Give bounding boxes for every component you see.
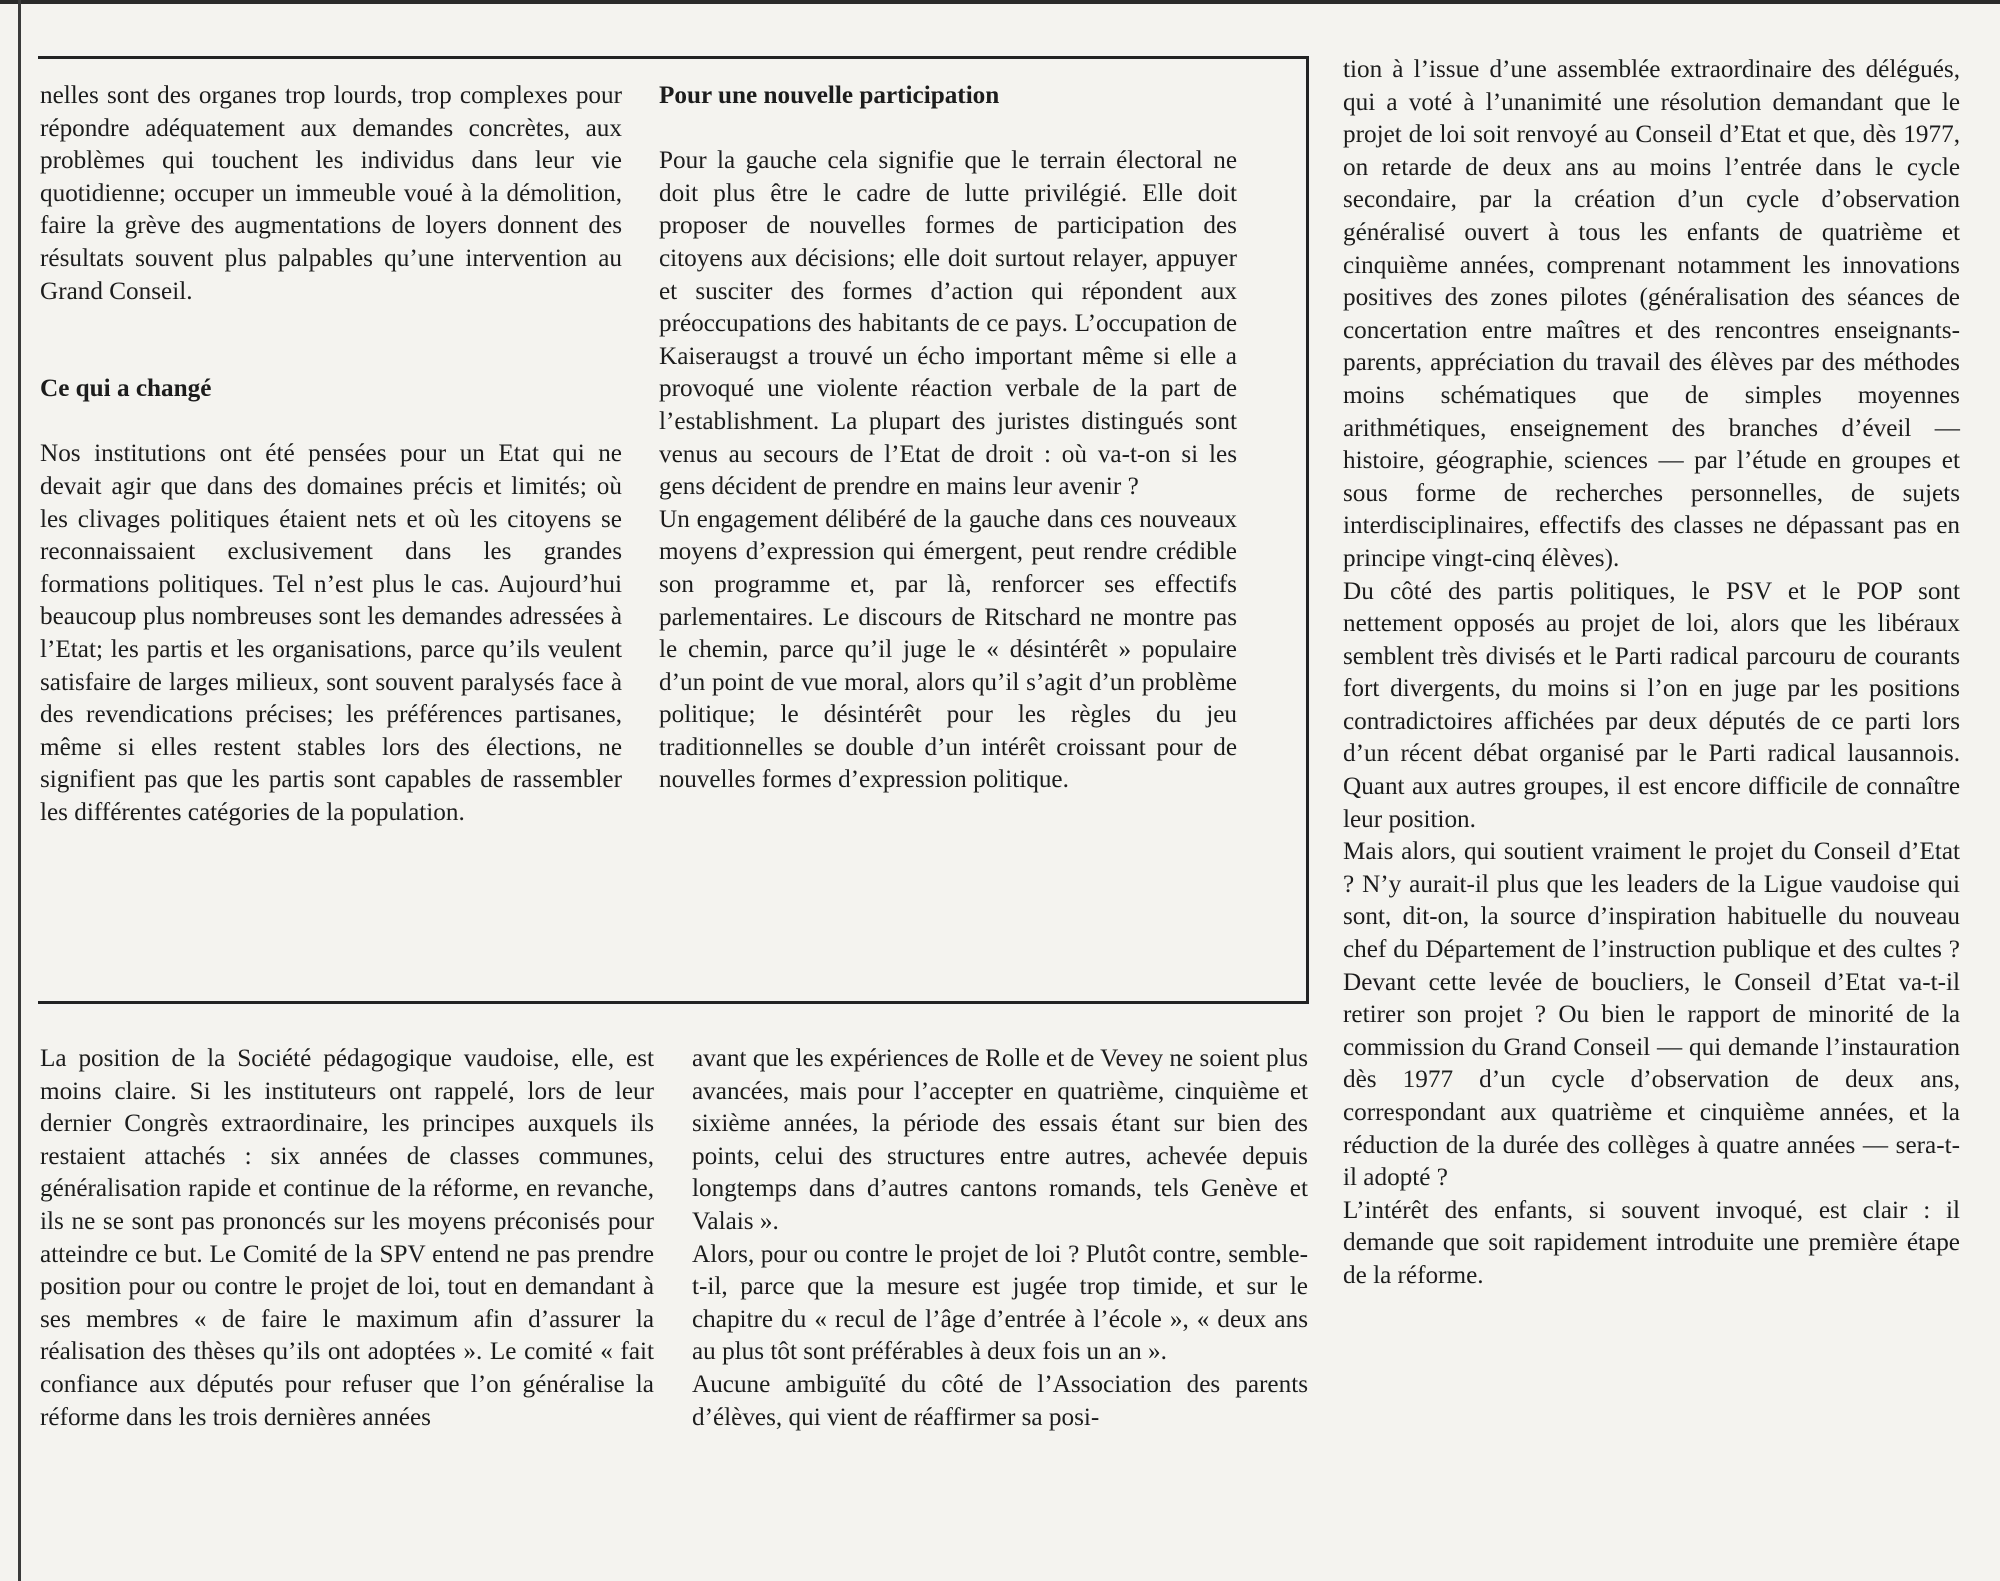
bottom-left-paragraph-1: La position de la Société pédagogique vaudoise, elle, est moins claire. Si les instituteurs ont rappelé, lors de leur dernier Congrès extraordinaire, les principes auxquels ils restaient attachés : six années de classes communes, généralisation rapide et continue de la réforme, en revanche, ils ne se sont pas prononcés sur les moyens préconisés pour atteindre ce but. Le Comité de la SPV entend ne pas prendre position pour ou contre le projet de loi, tout en demandant à ses membres « de faire le maximum afin d’assurer la réalisation des thèses qu’ils ont adoptées ». Le comité « fait confiance aux députés pour refuser que l’on généralise la réforme dans les trois dernières années bbox=[40, 1045, 654, 1431]
box-left-column bbox=[40, 80, 622, 829]
page-top-rule bbox=[0, 0, 2000, 4]
box-right-paragraph-1: Pour la gauche cela signifie que le terrain électoral ne doit plus être le cadre de lutte privilégié. Elle doit proposer de nouvelles formes de participation des citoyens aux décisions; elle doit surtout relayer, appuyer et susciter des formes d’action qui répondent aux préoccupations des habitants de ce pays. L’occupation de Kaiseraugst a trouvé un écho important même si elle a provoqué une violente réaction verbale de la part de l’establishment. La plupart des juristes distingués sont venus au secours de l’Etat de droit : où va-t-on si les gens décident de prendre en mains leur avenir ? bbox=[659, 147, 1237, 501]
box-right-paragraph-2: Un engagement délibéré de la gauche dans ces nouveaux moyens d’expression qui émergent, peut rendre crédible son programme et, par là, renforcer ses effectifs parlementaires. Le discours de Ritschard ne montre pas le chemin, parce qu’il juge le « désintérêt » populaire d’un point de vue moral, alors qu’il s’agit d’un problème politique; le désintérêt pour les règles du jeu traditionnelles se double d’un intérêt croissant pour de nouvelles formes d’expression politique. bbox=[659, 505, 1237, 794]
page-left-rule bbox=[18, 0, 21, 1581]
box-left-paragraph-2: Nos institutions ont été pensées pour un Etat qui ne devait agir que dans des domaines précis et limités; où les clivages politiques étaient nets et où les citoyens se reconnaissaient exclusivement dans les grandes formations politiques. Tel n’est plus le cas. Aujourd’hui beaucoup plus nombreuses sont les demandes adressées à l’Etat; les partis et les organisations, parce qu’ils veulent satisfaire de larges milieux, sont souvent paralysés face à des revendications précises; les préférences partisanes, même si elles restent stables lors des élections, ne signifient pas que les partis sont capables de rassembler les différentes catégories de la population. bbox=[40, 440, 622, 826]
box-left-paragraph-1: nelles sont des organes trop lourds, trop complexes pour répondre adéquatement aux demandes concrètes, aux problèmes qui touchent les individus dans leur vie quotidienne; occuper un immeuble voué à la démolition, faire la grève des augmentations de loyers donnent des résultats souvent plus palpables qu’une intervention au Grand Conseil. bbox=[40, 82, 622, 305]
right-paragraph-1: tion à l’issue d’une assemblée extraordinaire des délégués, qui a voté à l’unanimité une résolution demandant que le projet de loi soit renvoyé au Conseil d’Etat et que, dès 1977, on retarde de deux ans au moins l’entrée dans le cycle secondaire, par la création d’un cycle d’observation généralisé ouvert à tous les enfants de quatrième et cinquième années, comprenant notamment les innovations positives des zones pilotes (généralisation des séances de concertation entre maîtres et des rencontres enseignants-parents, appréciation du travail des élèves par des méthodes moins schématiques que de simples moyennes arithmétiques, enseignement des branches d’éveil — histoire, géographie, sciences — par l’étude en groupes et sous forme de recherches personnelles, de sujets interdisciplinaires, effectifs des classes ne dépassant pas en principe vingt-cinq élèves). bbox=[1343, 56, 1960, 572]
section-heading-ce-qui-a-change: Ce qui a changé bbox=[40, 375, 212, 403]
bottom-middle-paragraph-3: Aucune ambiguïté du côté de l’Association des parents d’élèves, qui vient de réaffirmer sa posi- bbox=[692, 1370, 1308, 1431]
bottom-left-column bbox=[40, 1043, 654, 1434]
section-heading-nouvelle-participation: Pour une nouvelle participation bbox=[659, 82, 1000, 109]
right-paragraph-3: Mais alors, qui soutient vraiment le projet du Conseil d’Etat ? N’y aurait-il plus que les leaders de la Ligue vaudoise qui sont, dit-on, la source d’inspiration habituelle du nouveau chef du Département de l’instruction publique et des cultes ? Devant cette levée de boucliers, le Conseil d’Etat va-t-il retirer son projet ? Ou bien le rapport de minorité de la commission du Grand Conseil — qui demande l’instauration dès 1977 d’un cycle d’observation de deux ans, correspondant aux quatrième et cinquième années, et la réduction de la durée des collèges à quatre années — sera-t-il adopté ? bbox=[1343, 838, 1960, 1192]
right-column bbox=[1343, 54, 1960, 1293]
bottom-middle-paragraph-2: Alors, pour ou contre le projet de loi ? Plutôt contre, semble-t-il, parce que la mesure est jugée trop timide, et sur le chapitre du « recul de l’âge d’entrée à l’école », « deux ans au plus tôt sont préférables à deux fois un an ». bbox=[692, 1240, 1308, 1366]
box-right-column bbox=[659, 80, 1237, 797]
right-paragraph-2: Du côté des partis politiques, le PSV et le POP sont nettement opposés au projet de loi, alors que les libéraux semblent très divisés et le Parti radical parcouru de courants fort divergents, du moins si l’on en juge par les positions contradictoires affichées par deux députés de ce parti lors d’un récent débat organisé par le Parti radical lausannois. Quant aux autres groupes, il est encore difficile de connaître leur position. bbox=[1343, 577, 1960, 833]
right-paragraph-4: L’intérêt des enfants, si souvent invoqué, est clair : il demande que soit rapidement introduite une première étape de la réforme. bbox=[1343, 1196, 1960, 1289]
bottom-middle-column bbox=[692, 1043, 1308, 1434]
bottom-middle-paragraph-1: avant que les expériences de Rolle et de Vevey ne soient plus avancées, mais pour l’accepter en quatrième, cinquième et sixième années, la période des essais étant sur bien des points, celui des structures entre autres, achevée depuis longtemps dans d’autres cantons romands, tels Genève et Valais ». bbox=[692, 1045, 1308, 1235]
